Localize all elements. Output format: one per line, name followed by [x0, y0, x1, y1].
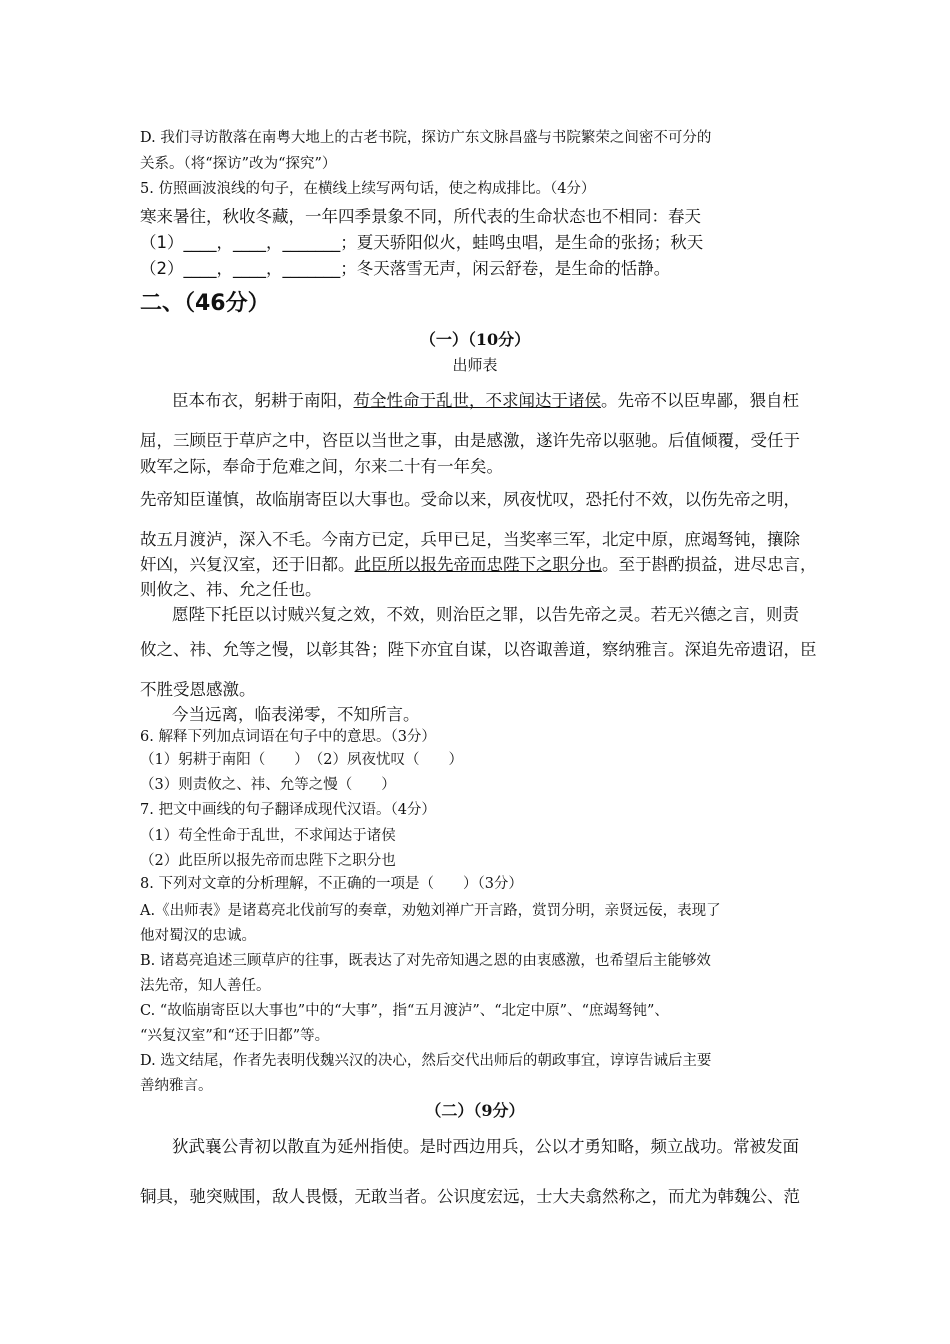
- passage-p2-line2: 故五月渡泸，深入不毛。今南方已定，兵甲已足，当奖率三军，北定中原，庶竭驽钝，攘除: [140, 530, 800, 549]
- passage-p2-line1: 先帝知臣谨慎，故临崩寄臣以大事也。受命以来，夙夜忧叹，恐托付不效，以伤先帝之明，: [140, 490, 800, 509]
- underlined-sentence-2: 此臣所以报先帝而忠陛下之职分也: [354, 555, 602, 574]
- q6-line1: （1）躬耕于南阳（ ） （2）夙夜忧叹（ ）: [140, 752, 463, 768]
- q8-option-b-line2: 法先帝，知人善任。: [140, 978, 271, 994]
- passage-p3-line3: 不胜受恩感激。: [140, 680, 256, 699]
- q8-option-a-line2: 他对蜀汉的忠诚。: [140, 928, 256, 944]
- passage-p2-line4: 则攸之、祎、允之任也。: [140, 580, 322, 599]
- passage-title: 出师表: [452, 356, 498, 374]
- q8-question: 8. 下列对文章的分析理解，不正确的一项是（ ）（3分）: [140, 876, 523, 892]
- q8-option-b-line1: B. 诸葛亮追述三顾草庐的往事，既表达了对先帝知遇之恩的由衷感激，也希望后主能够效: [140, 953, 711, 969]
- q4-option-d-line1: D. 我们寻访散落在南粤大地上的古老书院，探访广东文脉昌盛与书院繁荣之间密不可分的: [140, 130, 712, 146]
- q7-question: 7. 把文中画线的句子翻译成现代汉语。（4分）: [140, 802, 436, 818]
- passage-p1-line3: 败军之际，奉命于危难之间，尔来二十有一年矣。: [140, 457, 503, 476]
- passage-p3-line2: 攸之、祎、允等之慢，以彰其咎；陛下亦宜自谋，以咨诹善道，察纳雅言。深追先帝遗诏，臣: [140, 640, 817, 659]
- underlined-sentence-1: 苟全性命于乱世，不求闻达于诸侯: [353, 391, 601, 410]
- q4-option-d-line2: 关系。（将“探访”改为“探究”）: [140, 156, 337, 172]
- q8-option-a-line1: A.《出师表》是诸葛亮北伐前写的奏章，劝勉刘禅广开言路，赏罚分明，亲贤远佞，表现了: [140, 903, 721, 919]
- q8-option-d-line2: 善纳雅言。: [140, 1078, 213, 1094]
- q6-question: 6. 解释下列加点词语在句子中的意思。（3分）: [140, 729, 436, 745]
- q8-option-c-line2: “兴复汉室”和“还于旧都”等。: [140, 1028, 330, 1044]
- section-2-heading: 二、（46分）: [140, 291, 270, 316]
- passage-p2-line3: 奸凶，兴复汉室，还于旧都。此臣所以报先帝而忠陛下之职分也。至于斟酌损益，进尽忠言，: [140, 555, 817, 574]
- part-2-heading: （二）（9分）: [425, 1101, 525, 1120]
- passage2-line1: 狄武襄公青初以散直为延州指使。是时西边用兵，公以才勇知略，频立战功。常被发面: [172, 1137, 799, 1156]
- q8-option-d-line1: D. 选文结尾，作者先表明伐魏兴汉的决心，然后交代出师后的朝政事宜，谆谆告诫后主要: [140, 1053, 712, 1069]
- passage-p1-line1: 臣本布衣，躬耕于南阳，苟全性命于乱世，不求闻达于诸侯。先帝不以臣卑鄙，猥自枉: [172, 391, 799, 410]
- passage2-line2: 铜具，驰突贼围，敌人畏慑，无敢当者。公识度宏远，士大夫翕然称之，而尤为韩魏公、范: [140, 1187, 800, 1206]
- q7-line1: （1）苟全性命于乱世，不求闻达于诸侯: [140, 828, 396, 844]
- passage-p3-line1: 愿陛下托臣以讨贼兴复之效，不效，则治臣之罪，以告先帝之灵。若无兴德之言，则责: [172, 605, 799, 624]
- q6-line2: （3）则责攸之、祎、允等之慢（ ）: [140, 777, 396, 793]
- q7-line2: （2）此臣所以报先帝而忠陛下之职分也: [140, 853, 396, 869]
- q5-line1: 寒来暑往，秋收冬藏，一年四季景象不同，所代表的生命状态也不相同：春天: [140, 207, 701, 226]
- q5-line2: （1）____，____，_______；夏天骄阳似火，蛙鸣虫唱，是生命的张扬；秋天: [140, 233, 704, 252]
- q5-line3: （2）____，____，_______；冬天落雪无声，闲云舒卷，是生命的恬静。: [140, 259, 671, 278]
- q5-question: 5. 仿照画波浪线的句子，在横线上续写两句话，使之构成排比。（4分）: [140, 181, 596, 197]
- passage-p1-line2: 屈，三顾臣于草庐之中，咨臣以当世之事，由是感激，遂许先帝以驱驰。后值倾覆，受任于: [140, 431, 800, 450]
- q8-option-c-line1: C. “故临崩寄臣以大事也”中的“大事”，指“五月渡泸”、“北定中原”、“庶竭驽钝”、: [140, 1003, 669, 1019]
- passage-p4: 今当远离，临表涕零，不知所言。: [172, 705, 420, 724]
- part-1-heading: （一）（10分）: [419, 330, 531, 349]
